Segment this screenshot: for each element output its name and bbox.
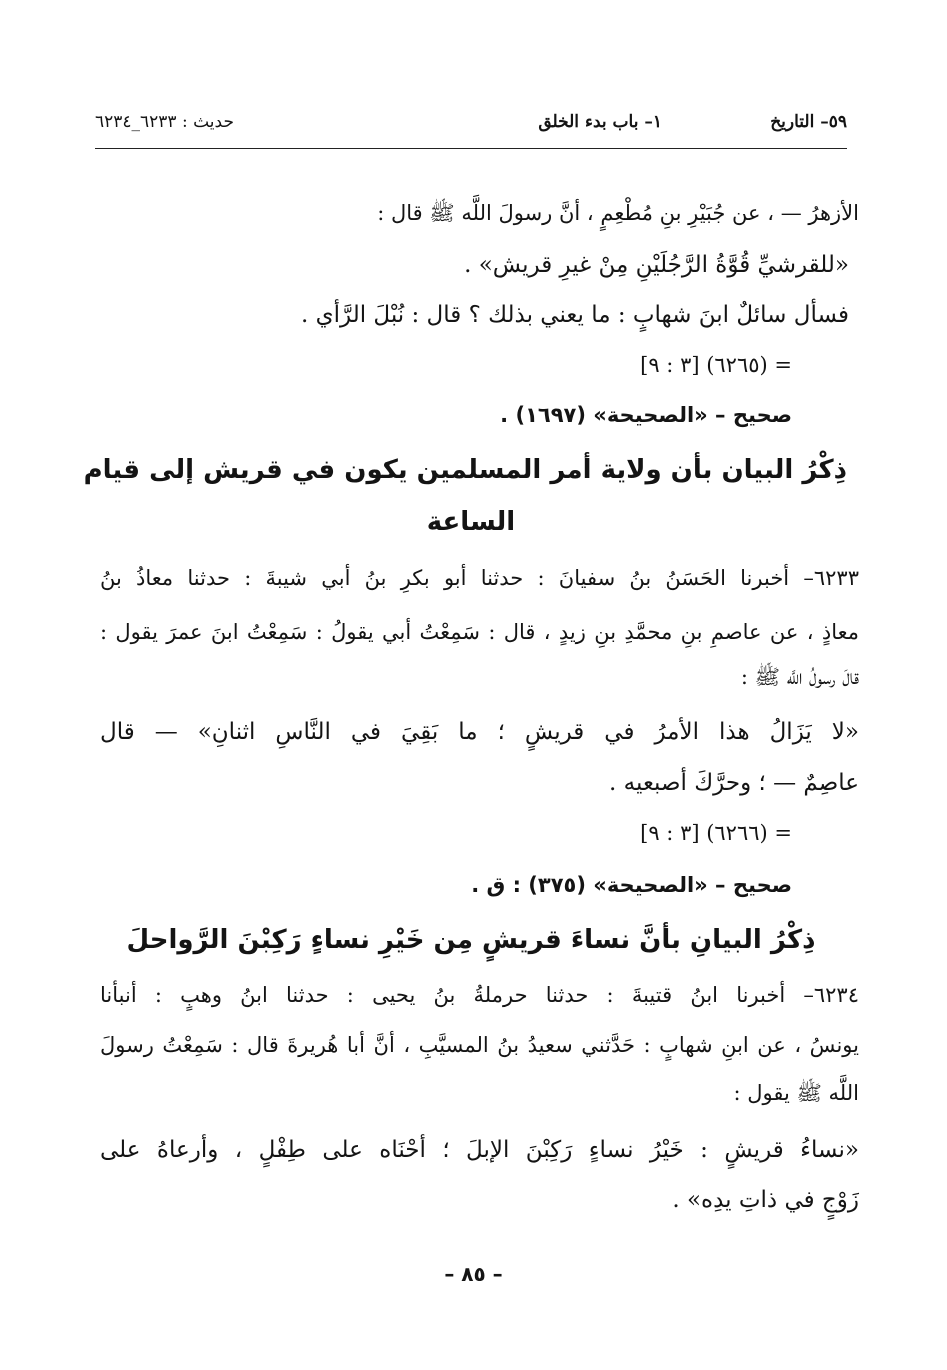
section-heading: ذِكْرُ البيان بأن ولاية أمر المسلمين يكون في قريش إلى قيام bbox=[83, 455, 847, 485]
chapter-title: ٥٩– التاريخ bbox=[770, 112, 847, 132]
hadith-grade: صحيح – «الصحيحة» (٣٧٥) : ق . bbox=[471, 873, 792, 897]
hadith-text-line: زَوْجٍ في ذاتِ يدِه» . bbox=[672, 1187, 859, 1213]
section-title: ١– باب بدء الخلق bbox=[538, 112, 662, 132]
cross-reference: = (٦٢٦٦) [٣ : ٩] bbox=[640, 821, 792, 845]
hadith-isnad-line: اللَّه ﷺ يقول : bbox=[733, 1081, 859, 1105]
section-heading-continued: الساعة bbox=[426, 507, 516, 537]
hadith-text-line: «نساءُ قريشٍ : خَيْرُ نساءٍ رَكِبْنَ الإبلَ ؛ أحْنَاه على طِفْلٍ ، وأرعاهُ على bbox=[100, 1137, 859, 1163]
hadith-isnad-line: ٦٢٣٣– أخبرنا الحَسَنُ بنُ سفيانَ : حدثنا أبو بكرِ بنُ أبي شيبةَ : حدثنا معاذُ بنُ bbox=[100, 566, 859, 590]
hadith-isnad-line: معاذٍ ، عن عاصمِ بنِ محمَّدِ بنِ زيدٍ ، قال : سَمِعْتُ أبي يقولُ : سَمِعْتُ ابنَ عمرَ يقول : bbox=[100, 620, 859, 644]
hadith-isnad-line: ٦٢٣٤– أخبرنا ابنُ قتيبةَ : حدثنا حرملةُ بنُ يحيى : حدثنا ابنُ وهبٍ : أنبأنا bbox=[100, 983, 859, 1007]
hadith-text-line: عاصِمٌ — ؛ وحرَّكَ أصبعيه . bbox=[609, 770, 859, 796]
text-line: فسأل سائلٌ ابنَ شهابٍ : ما يعني بذلك ؟ قال : نُبْلَ الرَّأي . bbox=[301, 302, 849, 328]
hadith-text-line: «للقرشيِّ قُوَّةُ الرَّجُلَيْنِ مِنْ غيرِ قريش» . bbox=[464, 252, 849, 278]
hadith-grade: صحيح – «الصحيحة» (١٦٩٧) . bbox=[500, 403, 792, 427]
header-divider bbox=[95, 148, 847, 149]
text-line: الأزهرُ — ، عن جُبَيْرِ بنِ مُطْعِمٍ ، أنَّ رسولَ اللَّه ﷺ قال : bbox=[377, 201, 859, 225]
hadith-text-line: «لا يَزَالُ هذا الأمرُ في قريشٍ ؛ ما بَقِيَ في النَّاسِ اثنانِ» — قال bbox=[100, 719, 859, 745]
hadith-range: حديث : ٦٢٣٣_٦٢٣٤ bbox=[95, 112, 234, 132]
section-heading: ذِكْرُ البيانِ بأنَّ نساءَ قريشٍ مِن خَيْرِ نساءٍ رَكِبْنَ الرَّواحلَ bbox=[126, 925, 816, 955]
hadith-isnad-line: يونسُ ، عن ابنِ شهابٍ : حَدَّثني سعيدُ بنُ المسيَّبِ ، أنَّ أبا هُريرةَ قال : سَمِعْتُ رسولَ bbox=[100, 1033, 859, 1057]
cross-reference: = (٦٢٦٥) [٣ : ٩] bbox=[640, 353, 792, 377]
hadith-isnad-line: قالَ رسولُ اللَّه ﷺ : bbox=[740, 665, 859, 689]
page-number: – ٨٥ – bbox=[444, 1262, 503, 1286]
running-header bbox=[95, 112, 847, 142]
